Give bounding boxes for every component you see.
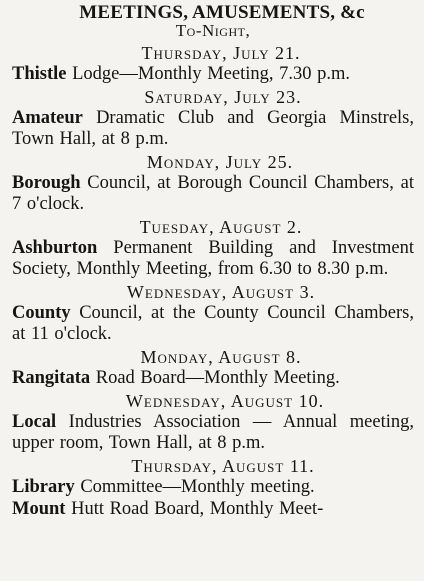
column-heading: MEETINGS, AMUSEMENTS, &c xyxy=(79,2,365,23)
entry-lead: Amateur xyxy=(12,108,83,128)
entry-date: Thursday, July 21. xyxy=(141,43,301,63)
entry-text xyxy=(12,412,414,454)
entry-body: Dramatic Club and Georgia Minstrels, Town Hall, at 8 p.m. xyxy=(12,108,414,149)
entry-body: Council, at Borough Council Chambers, at 7 o'clock. xyxy=(12,173,414,214)
entry-body: Industries Association — Annual meeting, upper room, Town Hall, at 8 p.m. xyxy=(12,412,414,453)
entry-date: Wednesday, August 3. xyxy=(126,282,316,302)
entry-text xyxy=(12,368,414,389)
entry-lead: Library xyxy=(12,477,75,497)
entry-date: Monday, July 25. xyxy=(146,152,294,172)
entry-date: Saturday, July 23. xyxy=(144,87,302,107)
column-subheading: To-Night, xyxy=(175,21,251,40)
entry-lead: Mount xyxy=(12,499,66,519)
entry-text xyxy=(12,477,414,498)
entry-body: Lodge—Monthly Meeting, 7.30 p.m. xyxy=(66,64,351,84)
entry-text xyxy=(12,303,414,345)
entry-text xyxy=(12,108,414,150)
entry-lead: County xyxy=(12,303,71,323)
entry-lead: Ashburton xyxy=(12,238,98,258)
entry-body: Council, at the County Council Chambers, at 11 o'clock. xyxy=(12,303,414,344)
entry-text xyxy=(12,499,414,520)
entry-lead: Rangitata xyxy=(12,368,91,388)
entry-date: Monday, August 8. xyxy=(140,347,302,367)
entry-date: Thursday, August 11. xyxy=(131,456,315,476)
entry-date: Wednesday, August 10. xyxy=(125,391,325,411)
entry-date: Tuesday, August 2. xyxy=(139,217,303,237)
entry-body: Permanent Building and Investment Society, Monthly Meeting, from 6.30 to 8.30 p.m. xyxy=(12,238,414,279)
entry-text xyxy=(12,173,414,215)
entry-lead: Borough xyxy=(12,173,81,193)
entry-body: Hutt Road Board, Monthly Meet- xyxy=(65,499,324,519)
entry-lead: Thistle xyxy=(12,64,67,84)
entry-lead: Local xyxy=(12,412,57,432)
entry-body: Committee—Monthly meeting. xyxy=(74,477,315,497)
entry-text xyxy=(12,64,414,85)
entry-text xyxy=(12,238,414,280)
entry-body: Road Board—Monthly Meeting. xyxy=(90,368,340,388)
